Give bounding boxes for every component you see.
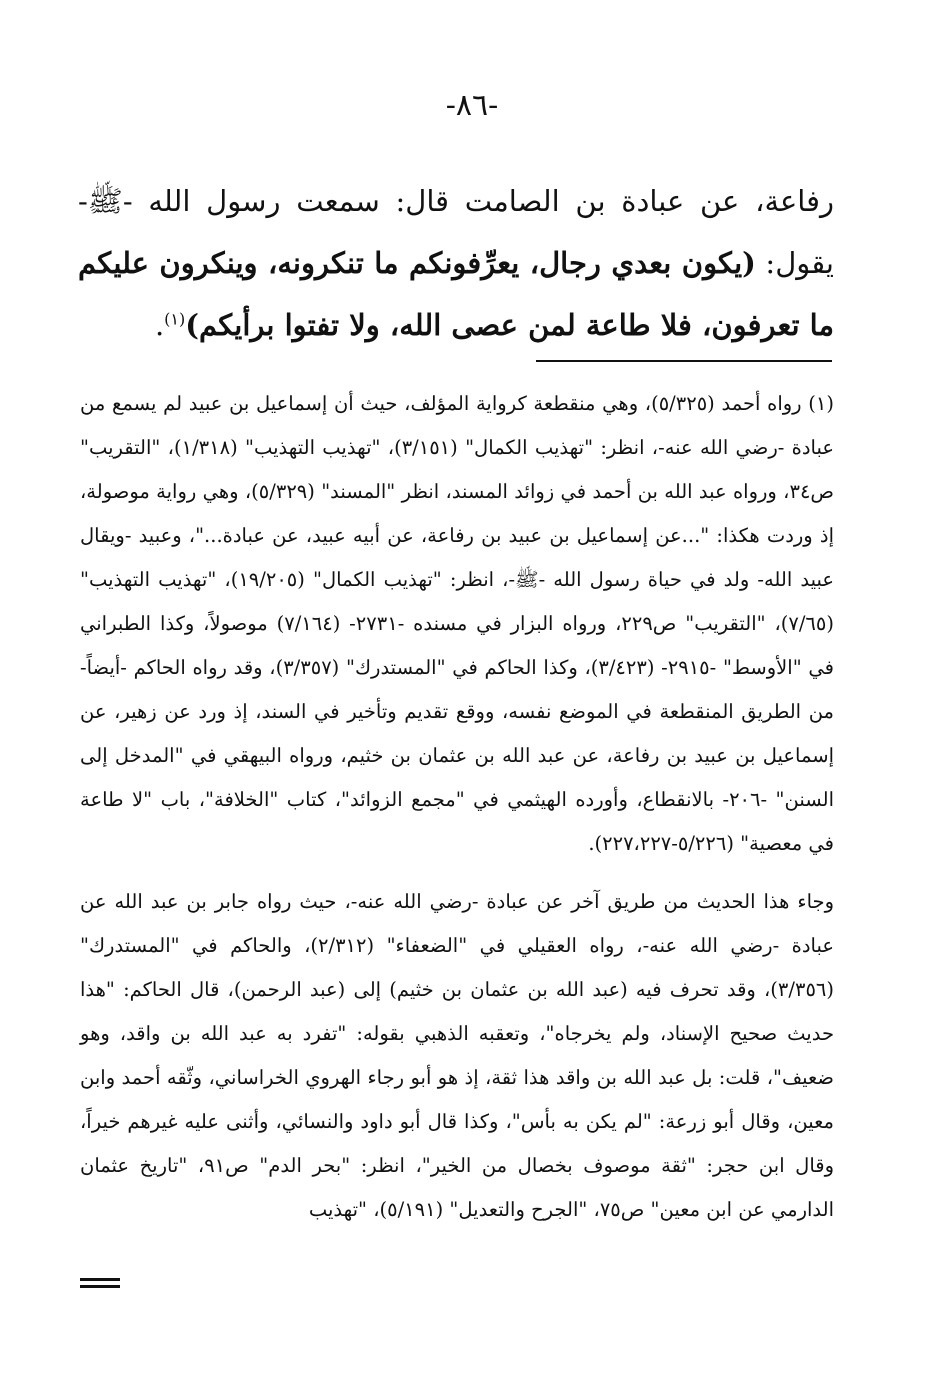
continuation-mark: [80, 1278, 120, 1292]
main-ending: .: [154, 308, 165, 342]
footnote-divider: [536, 360, 832, 362]
footnote-paragraph-1: (١) رواه أحمد (٥/٣٢٥)، وهي منقطعة كرواية المؤلف، حيث أن إسماعيل بن عبيد لم يسمع من عبادة -رضي الله عنه-، انظر: "تهذيب الكمال" (٣/١٥١)، "تهذيب التهذيب" (١/٣١٨)، "التقريب" ص٣٤، ورواه عبد الله بن أحمد في زوائد المسند، انظر "المسند" (٥/٣٢٩)، وهي رواية موصولة، إذ وردت هكذا: "...عن إسماعيل بن عبيد بن رفاعة، عن أبيه عبيد، عن عبادة..."، وعبيد -ويقال عبيد الله- ولد في حياة رسول الله -ﷺ-، انظر: "تهذيب الكمال" (١٩/٢٠٥)، "تهذيب التهذيب" (٧/٦٥)، "التقريب" ص٢٢٩، ورواه البزار في مسنده -٢٧٣١- (٧/١٦٤) موصولاً، وكذا الطبراني في "الأوسط" -٢٩١٥- (٣/٤٢٣)، وكذا الحاكم في "المستدرك" (٣/٣٥٧)، وقد رواه الحاكم -أيضاً- من الطريق المنقطعة في الموضع نفسه، ووقع تقديم وتأخير في السند، إذ ورد عن زهير، عن إسماعيل بن عبيد بن رفاعة، عن عبد الله بن عثمان بن خثيم، ورواه البيهقي في "المدخل إلى السنن" -٢٠٦- بالانقطاع، وأورده الهيثمي في "مجمع الزوائد"، كتاب "الخلافة"، باب "لا طاعة في معصية" (٥/٢٢٦-٢٢٧،٢٢٧).: [80, 392, 835, 855]
main-intro-text: رفاعة، عن عبادة بن الصامت قال: سمعت رسول الله -ﷺ- يقول:: [78, 184, 834, 280]
footnotes-section: [80, 382, 834, 1232]
footnote-reference: (١): [164, 309, 186, 329]
page-number: -٨٦-: [445, 88, 499, 123]
footnote-paragraph-2: وجاء هذا الحديث من طريق آخر عن عبادة -رضي الله عنه-، حيث رواه جابر بن عبد الله عن عبادة -رضي الله عنه-، رواه العقيلي في "الضعفاء" (٢/٣١٢)، والحاكم في "المستدرك" (٣/٣٥٦)، وقد تحرف فيه (عبد الله بن عثمان بن خثيم) إلى (عبد الرحمن)، قال الحاكم: "هذا حديث صحيح الإسناد، ولم يخرجاه"، وتعقبه الذهبي بقوله: "تفرد به عبد الله بن واقد، وهو ضعيف"، قلت: بل عبد الله بن واقد هذا ثقة، إذ هو أبو رجاء الهروي الخراساني، وثّقه أحمد وابن معين، وقال أبو زرعة: "لم يكن به بأس"، وكذا قال أبو داود والنسائي، وأثنى عليه غيرهم خيراً، وقال ابن حجر: "ثقة موصوف بخصال من الخير"، انظر: "بحر الدم" ص٩١، "تاريخ عثمان الدارمي عن ابن معين" ص٧٥، "الجرح والتعديل" (٥/١٩١)، "تهذيب: [80, 890, 835, 1221]
hadith-quote: (يكون بعدي رجال، يعرِّفونكم ما تنكرونه، وينكرون عليكم ما تعرفون، فلا طاعة لمن عصى الله، ولا تفتوا برأيكم): [78, 246, 834, 342]
main-paragraph: [78, 170, 834, 356]
